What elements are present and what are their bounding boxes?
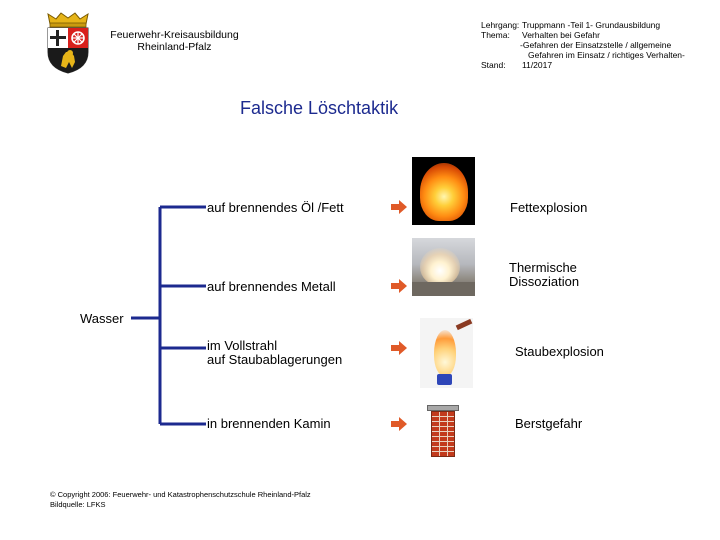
branch-label-3-line-1: im Vollstrahl (207, 338, 278, 353)
result-4-line-1: Berstgefahr (515, 416, 583, 431)
topic-line-2: -Gefahren der Einsatzstelle / allgemeine (520, 40, 672, 50)
result-4 (515, 417, 582, 431)
copyright-text: © Copyright 2006: Feuerwehr- und Katastrophenschutzschule Rheinland-Pfalz (50, 490, 311, 499)
course-label: Lehrgang: (481, 20, 520, 30)
arrow-icon-1 (391, 200, 407, 214)
branch-label-3 (207, 339, 342, 367)
organization-line-2: Rheinland-Pfalz (137, 41, 212, 53)
result-1 (510, 201, 587, 215)
result-1-line-1: Fettexplosion (510, 200, 588, 215)
footer (50, 490, 311, 509)
branch-label-2 (207, 280, 336, 294)
organization-line-1: Feuerwehr-Kreisausbildung (110, 29, 239, 41)
arrow-icon-4 (391, 417, 407, 431)
root-label: Wasser (80, 311, 124, 326)
branch-label-1-line-1: auf brennendes Öl /Fett (207, 200, 344, 215)
topic-line-3: Gefahren im Einsatz / richtiges Verhalten- (528, 50, 685, 60)
course-value: Truppmann -Teil 1- Grundausbildung (522, 20, 661, 30)
result-2-line-2: Dissoziation (509, 274, 580, 289)
branch-label-4 (207, 417, 331, 431)
result-3 (515, 345, 604, 359)
result-3-line-1: Staubexplosion (515, 344, 604, 359)
branch-label-2-line-1: auf brennendes Metall (207, 279, 336, 294)
arrow-icon-2 (391, 279, 407, 293)
result-2 (509, 261, 579, 289)
image-source-text: Bildquelle: LFKS (50, 499, 106, 509)
topic-line-1: Verhalten bei Gefahr (522, 30, 600, 40)
dust-explosion-image (420, 318, 473, 388)
branch-label-3-line-2: auf Staubablagerungen (207, 352, 343, 367)
branch-label-4-line-1: in brennenden Kamin (207, 416, 331, 431)
slide-title: Falsche Löschtaktik (240, 98, 399, 118)
result-2-line-1: Thermische (509, 260, 577, 275)
topic-label: Thema: (481, 30, 510, 40)
chimney-image (427, 405, 459, 457)
branch-label-1 (207, 201, 344, 215)
oil-fire-explosion-image (412, 157, 475, 225)
metal-fire-image (412, 238, 475, 296)
arrow-icon-3 (391, 341, 407, 355)
status-value: 11/2017 (522, 60, 553, 70)
status-label: Stand: (481, 60, 506, 70)
